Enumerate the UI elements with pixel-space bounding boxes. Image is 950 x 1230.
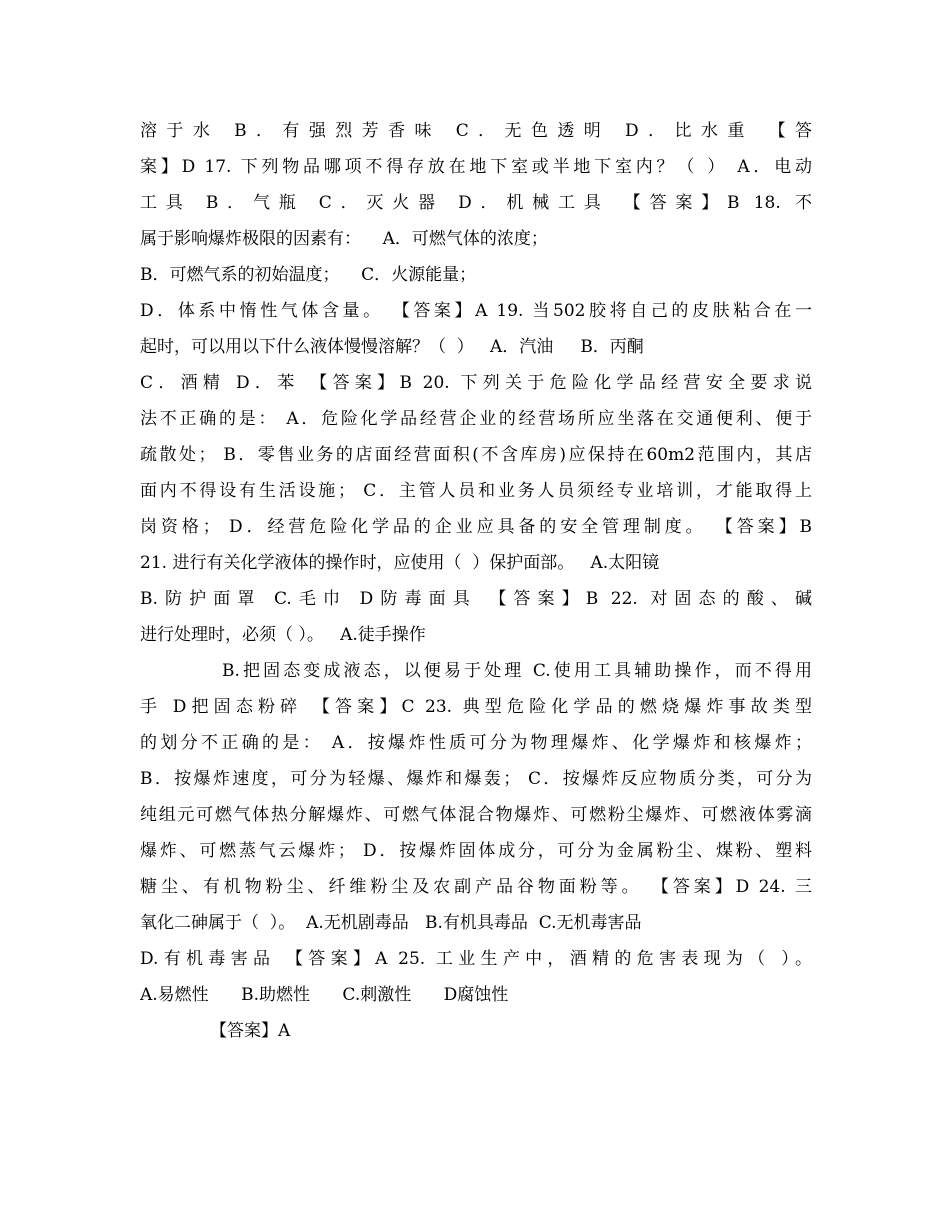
text-line: 案】D 17. 下列物品哪项不得存放在地下室或半地下室内？（ ） A．电动 [140,157,812,177]
text-line: 纯组元可燃气体热分解爆炸、可燃气体混合物爆炸、可燃粉尘爆炸、可燃液体雾滴 [140,805,812,825]
text-line: D．体系中惰性气体含量。 【答案】A 19. 当502胶将自己的皮肤粘合在一 [140,301,812,321]
text-line: B.防护面罩 C.毛巾 D防毒面具 【答案】B 22. 对固态的酸、碱 [140,589,812,609]
text-line: 岗资格； D．经营危险化学品的企业应具备的安全管理制度。 【答案】B [140,517,812,537]
text-line: 糖尘、有机物粉尘、纤维粉尘及农副产品谷物面粉等。 【答案】D 24. 三 [140,877,812,897]
text-line: 21. 进行有关化学液体的操作时，应使用（ ）保护面部。 A.太阳镜 [140,553,660,573]
text-line: 疏散处； B．零售业务的店面经营面积(不含库房)应保持在60m2范围内，其店 [140,445,812,465]
text-line: D.有机毒害品 【答案】A 25. 工业生产中，酒精的危害表现为（ ）。 [140,949,812,969]
text-line: 爆炸、可燃蒸气云爆炸； D．按爆炸固体成分，可分为金属粉尘、煤粉、塑料 [140,841,812,861]
text-line: 面内不得设有生活设施； C．主管人员和业务人员须经专业培训，才能取得上 [140,481,812,501]
text-line: A.易燃性 B.助燃性 C.刺激性 D腐蚀性 [140,985,509,1005]
text-line: B．按爆炸速度，可分为轻爆、爆炸和爆轰； C．按爆炸反应物质分类，可分为 [140,769,812,789]
text-line: 工具 B．气瓶 C．灭火器 D．机械工具 【答案】B 18. 不 [140,193,812,213]
text-line: 法不正确的是： A．危险化学品经营企业的经营场所应坐落在交通便利、便于 [140,409,812,429]
text-line: 氧化二砷属于（ ）。 A.无机剧毒品 B.有机具毒品 C.无机毒害品 [140,913,642,933]
text-line: 【答案】A [210,1021,291,1041]
text-line: 进行处理时，必须（ ）。 A.徒手操作 [140,625,426,645]
text-line: B．可燃气系的初始温度； C．火源能量； [140,265,477,285]
text-line: 手 D把固态粉碎 【答案】C 23. 典型危险化学品的燃烧爆炸事故类型 [140,697,812,717]
text-line: 属于影响爆炸极限的因素有： A．可燃气体的浓度； [140,229,548,249]
text-line: 起时，可以用以下什么液体慢慢溶解？（ ） A．汽油 B．丙酮 [140,337,644,357]
text-line: 溶于水 B．有强烈芳香味 C．无色透明 D．比水重 【答 [140,121,812,141]
text-line: B.把固态变成液态，以便易于处理 C.使用工具辅助操作，而不得用 [222,661,812,681]
text-line: C．酒精 D．苯 【答案】B 20. 下列关于危险化学品经营安全要求说 [140,373,812,393]
text-line: 的划分不正确的是： A．按爆炸性质可分为物理爆炸、化学爆炸和核爆炸； [140,733,812,753]
